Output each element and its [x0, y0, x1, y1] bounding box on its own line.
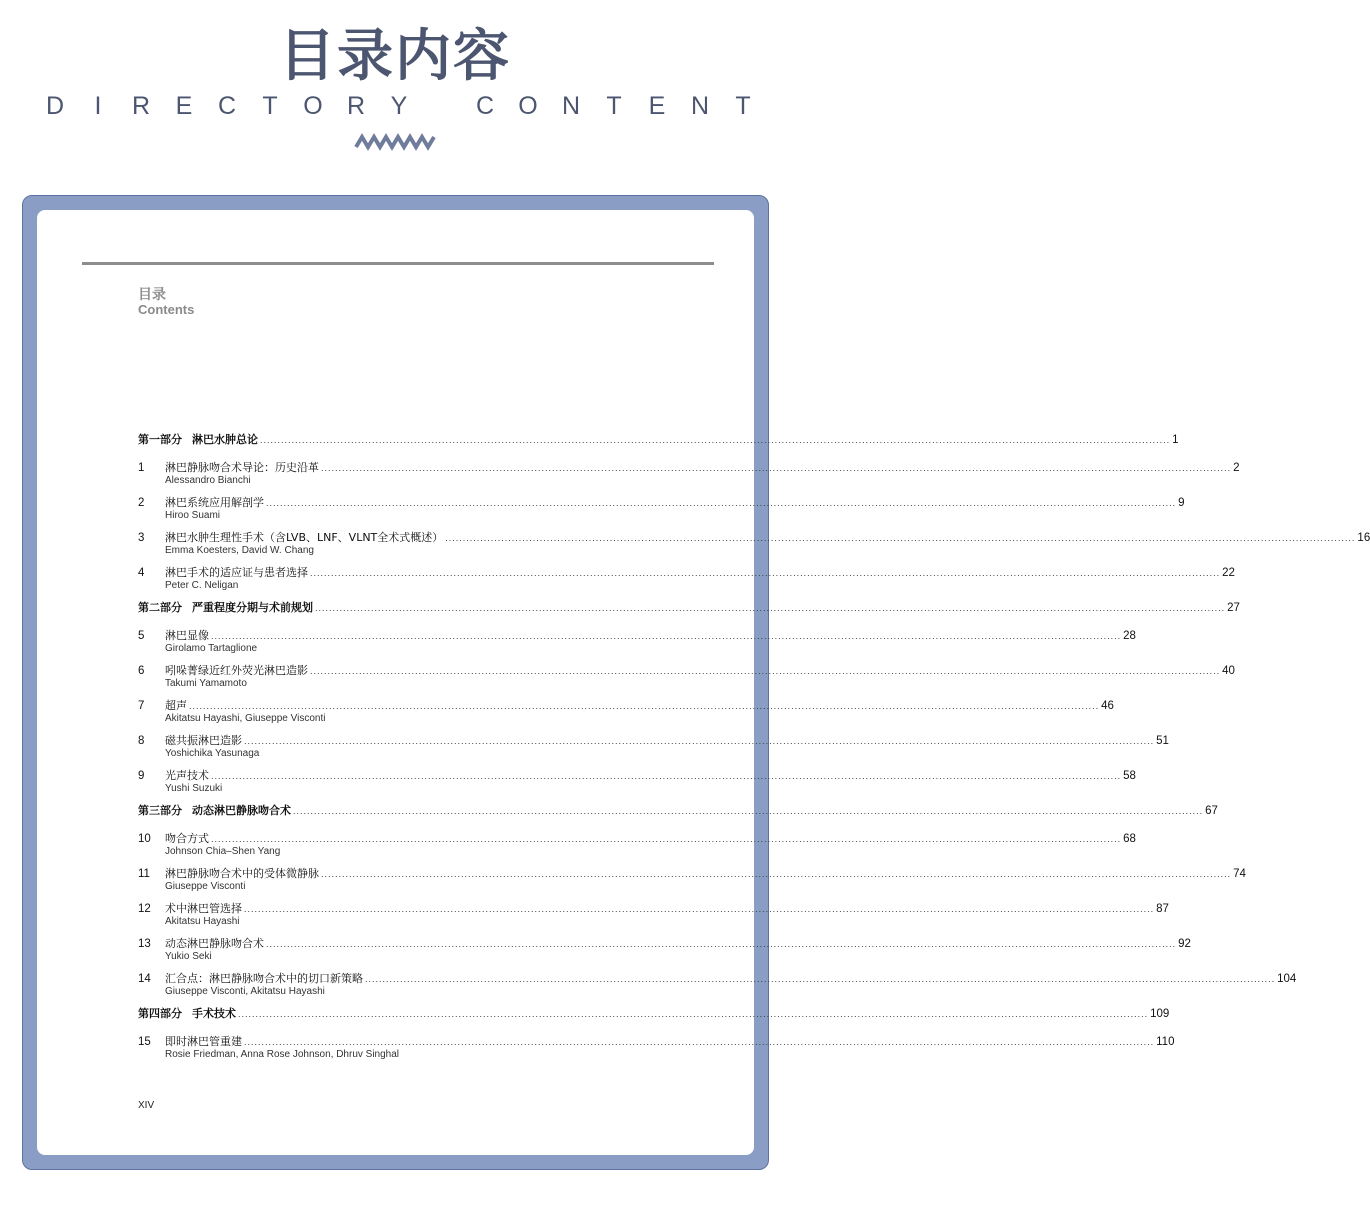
- subtitle-letter: R: [131, 92, 151, 120]
- page-frame: [22, 195, 1370, 1170]
- part-page: 27: [1227, 602, 1240, 614]
- chapter-title: 淋巴静脉吻合术中的受体微静脉: [165, 867, 319, 880]
- chapter-page: 40: [1222, 665, 1235, 677]
- chapter-number: 9: [138, 770, 145, 782]
- chapter-page: 9: [1178, 497, 1185, 509]
- contents-heading-en: Contents: [138, 302, 195, 317]
- chapter-author: Johnson Chia–Shen Yang: [165, 846, 281, 857]
- toc-chapter-entry[interactable]: [138, 936, 1191, 971]
- subtitle-letter: C: [217, 92, 237, 120]
- toc-chapter-entry[interactable]: [138, 530, 1370, 565]
- chapter-author: Giuseppe Visconti, Akitatsu Hayashi: [165, 986, 325, 997]
- chapter-author: Yushi Suzuki: [165, 783, 223, 794]
- chapter-page: 104: [1277, 973, 1297, 985]
- chapter-page: 16: [1357, 532, 1370, 544]
- chapter-author: Peter C. Neligan: [165, 580, 239, 591]
- toc-chapter-entry[interactable]: [138, 831, 1136, 866]
- chapter-number: 13: [138, 938, 151, 950]
- chapter-author: Rosie Friedman, Anna Rose Johnson, Dhruv Singhal: [165, 1049, 400, 1060]
- chapter-number: 3: [138, 532, 145, 544]
- chapter-title: 淋巴静脉吻合术导论：历史沿革: [165, 461, 319, 474]
- chapter-number: 14: [138, 973, 151, 985]
- chapter-number: 6: [138, 665, 145, 677]
- toc-chapter-entry[interactable]: [138, 866, 1246, 901]
- dot-leader: ....................................................................................................................................................................................................................................................................: [189, 701, 1100, 711]
- toc-chapter-entry[interactable]: [138, 565, 1235, 600]
- subtitle-letter: I: [94, 92, 102, 120]
- dot-leader: ....................................................................................................................................................................................................................................................................: [321, 463, 1232, 473]
- toc-chapter-entry[interactable]: [138, 663, 1235, 698]
- chapter-author: Akitatsu Hayashi, Giuseppe Visconti: [165, 713, 326, 724]
- part-number: 第一部分: [138, 433, 182, 446]
- subtitle-letter: R: [346, 92, 366, 120]
- chapter-number: 5: [138, 630, 145, 642]
- chapter-title: 磁共振淋巴造影: [165, 734, 242, 747]
- dot-leader: ....................................................................................................................................................................................................................................................................: [211, 834, 1122, 844]
- subtitle-letter: N: [561, 92, 581, 120]
- subtitle-letter: N: [690, 92, 710, 120]
- chapter-author: Giuseppe Visconti: [165, 881, 246, 892]
- dot-leader: ....................................................................................................................................................................................................................................................................: [310, 666, 1221, 676]
- dot-leader: ....................................................................................................................................................................................................................................................................: [266, 939, 1177, 949]
- directory-content-subtitle: [44, 92, 754, 121]
- dot-leader: ....................................................................................................................................................................................................................................................................: [321, 869, 1232, 879]
- part-number: 第四部分: [138, 1007, 182, 1020]
- chapter-title: 超声: [165, 699, 187, 712]
- chapter-author: Takumi Yamamoto: [165, 678, 247, 689]
- chapter-page: 58: [1123, 770, 1136, 782]
- toc-part-row[interactable]: [138, 1006, 1170, 1022]
- chapter-author: Hiroo Suami: [165, 510, 221, 521]
- zigzag-ornament-icon: [355, 135, 437, 149]
- chapter-title: 淋巴水肿生理性手术（含LVB、LNF、VLNT全术式概述）: [165, 531, 444, 544]
- subtitle-letter: C: [475, 92, 495, 120]
- chapter-number: 8: [138, 735, 145, 747]
- toc-chapter-entry[interactable]: [138, 495, 1185, 530]
- dot-leader: ....................................................................................................................................................................................................................................................................: [310, 568, 1221, 578]
- chapter-page: 74: [1233, 868, 1246, 880]
- subtitle-letter: T: [735, 92, 751, 120]
- contents-heading-cn: 目录: [138, 287, 166, 303]
- chapter-title: 术中淋巴管选择: [165, 902, 242, 915]
- chapter-page: 51: [1156, 735, 1169, 747]
- part-number: 第三部分: [138, 804, 182, 817]
- dot-leader: ....................................................................................................................................................................................................................................................................: [238, 1009, 1149, 1019]
- chapter-number: 10: [138, 833, 151, 845]
- chapter-title: 吻合方式: [165, 832, 209, 845]
- toc-chapter-entry[interactable]: [138, 628, 1136, 663]
- toc-chapter-entry[interactable]: [138, 1034, 1175, 1069]
- chapter-author: Akitatsu Hayashi: [165, 916, 240, 927]
- toc-part-row[interactable]: [138, 803, 1218, 819]
- chapter-title: 淋巴系统应用解剖学: [165, 496, 264, 509]
- toc-chapter-entry[interactable]: [138, 460, 1240, 495]
- dot-leader: ....................................................................................................................................................................................................................................................................: [211, 631, 1122, 641]
- dot-leader: ....................................................................................................................................................................................................................................................................: [211, 771, 1122, 781]
- part-page: 1: [1172, 434, 1179, 446]
- chapter-title: 即时淋巴管重建: [165, 1035, 242, 1048]
- dot-leader: ....................................................................................................................................................................................................................................................................: [365, 974, 1276, 984]
- toc-chapter-entry[interactable]: [138, 971, 1297, 1006]
- document-page: [37, 210, 1370, 1155]
- top-rule: [82, 262, 714, 265]
- chapter-number: 2: [138, 497, 145, 509]
- part-number: 第二部分: [138, 601, 182, 614]
- chapter-page: 22: [1222, 567, 1235, 579]
- chapter-title: 吲哚菁绿近红外荧光淋巴造影: [165, 664, 308, 677]
- chapter-page: 2: [1233, 462, 1240, 474]
- dot-leader: ....................................................................................................................................................................................................................................................................: [244, 904, 1155, 914]
- chapter-author: Yukio Seki: [165, 951, 212, 962]
- chapter-author: Yoshichika Yasunaga: [165, 748, 260, 759]
- part-title: 淋巴水肿总论: [192, 433, 258, 446]
- part-page: 109: [1150, 1008, 1170, 1020]
- chapter-title: 淋巴显像: [165, 629, 209, 642]
- subtitle-letter: O: [518, 92, 538, 120]
- chapter-title: 淋巴手术的适应证与患者选择: [165, 566, 308, 579]
- dot-leader: ....................................................................................................................................................................................................................................................................: [260, 435, 1171, 445]
- chapter-author: Emma Koesters, David W. Chang: [165, 545, 314, 556]
- page-number: XIV: [138, 1100, 155, 1111]
- chapter-author: Alessandro Bianchi: [165, 475, 251, 486]
- subtitle-letter: O: [303, 92, 323, 120]
- dot-leader: ....................................................................................................................................................................................................................................................................: [244, 1037, 1155, 1047]
- part-page: 67: [1205, 805, 1218, 817]
- subtitle-letter: T: [606, 92, 622, 120]
- toc-chapter-entry[interactable]: [138, 901, 1169, 936]
- chapter-page: 92: [1178, 938, 1191, 950]
- part-title: 严重程度分期与术前规划: [192, 601, 313, 614]
- chapter-number: 15: [138, 1036, 151, 1048]
- chapter-number: 1: [138, 462, 145, 474]
- toc-chapter-entry[interactable]: [138, 768, 1136, 803]
- chapter-number: 12: [138, 903, 151, 915]
- chapter-title: 汇合点：淋巴静脉吻合术中的切口新策略: [165, 972, 363, 985]
- chapter-page: 87: [1156, 903, 1169, 915]
- chapter-page: 110: [1156, 1036, 1175, 1048]
- dot-leader: ....................................................................................................................................................................................................................................................................: [244, 736, 1155, 746]
- dot-leader: ....................................................................................................................................................................................................................................................................: [266, 498, 1177, 508]
- subtitle-letter: T: [262, 92, 278, 120]
- toc-chapter-entry[interactable]: [138, 698, 1114, 733]
- chapter-author: Girolamo Tartaglione: [165, 643, 258, 654]
- chapter-number: 11: [138, 868, 150, 880]
- part-title: 手术技术: [192, 1007, 236, 1020]
- subtitle-letter: Y: [390, 92, 408, 120]
- chapter-page: 68: [1123, 833, 1136, 845]
- chapter-page: 28: [1123, 630, 1136, 642]
- page-title: 目录内容: [279, 24, 511, 89]
- toc-part-row[interactable]: [138, 600, 1240, 616]
- chapter-number: 4: [138, 567, 145, 579]
- subtitle-letter: E: [648, 92, 666, 120]
- toc-part-row[interactable]: [138, 432, 1179, 448]
- toc-chapter-entry[interactable]: [138, 733, 1169, 768]
- dot-leader: ....................................................................................................................................................................................................................................................................: [315, 603, 1226, 613]
- subtitle-letter: D: [45, 92, 65, 120]
- table-of-contents: [138, 432, 1370, 1069]
- chapter-title: 动态淋巴静脉吻合术: [165, 937, 264, 950]
- dot-leader: ....................................................................................................................................................................................................................................................................: [293, 806, 1204, 816]
- chapter-number: 7: [138, 700, 145, 712]
- subtitle-letter: E: [175, 92, 193, 120]
- subtitle-letter: [431, 92, 453, 121]
- dot-leader: ....................................................................................................................................................................................................................................................................: [445, 533, 1356, 543]
- chapter-page: 46: [1101, 700, 1114, 712]
- part-title: 动态淋巴静脉吻合术: [192, 804, 291, 817]
- chapter-title: 光声技术: [165, 769, 209, 782]
